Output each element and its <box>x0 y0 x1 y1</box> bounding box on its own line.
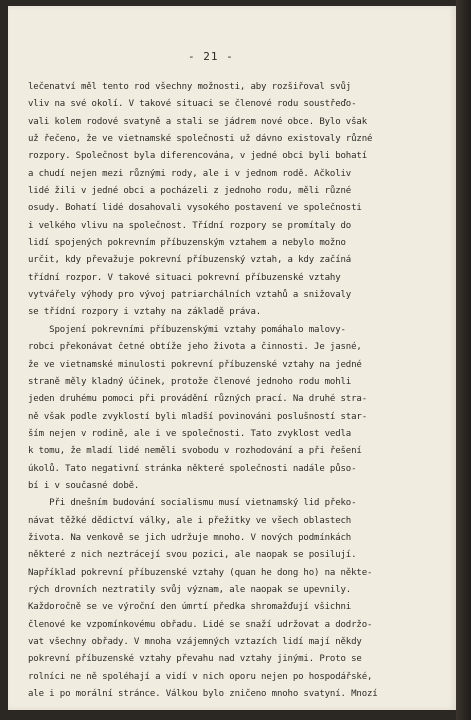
text-line: rých drovních neztratily svůj význam, ale naopak se upevnily. <box>28 584 352 595</box>
text-line: že ve vietnamské minulosti pokrevní příbuzenské vztahy na jedné <box>28 359 362 370</box>
text-line: i velkého vlivu na společnost. Třídní rozpory se promítaly do <box>28 220 352 231</box>
text-line: členové ke vzpomínkovému obřadu. Lidé se snaží udržovat a dodržo- <box>28 619 373 630</box>
text-line: a chudí nejen mezi různými rody, ale i v jednom rodě. Ačkoliv <box>28 168 352 179</box>
text-line: robci překonávat četné obtíže jeho života a činnosti. Je jasné, <box>28 342 362 353</box>
text-line: úkolů. Tato negativní stránka některé společnosti nadále půso- <box>28 463 357 474</box>
text-line: ale i po morální stránce. Válkou bylo zničeno mnoho svatyní. Mnozí <box>28 689 378 700</box>
text-line: vliv na své okolí. V takové situaci se členové rodu soustřeďo- <box>28 99 357 110</box>
text-line: rozpory. Společnost byla diferencována, v jedné obci byli bohatí <box>28 151 367 162</box>
text-line: ším nejen v rodině, ale i ve společnosti. Tato zvyklost vedla <box>28 428 352 439</box>
text-line: lidé žili v jedné obci a pocházeli z jednoho rodu, měli různé <box>28 186 352 197</box>
text-line: rolníci ne ně spoléhají a vidí v nich oporu nejen po hospodářské, <box>28 671 373 682</box>
text-line: Spojení pokrevními příbuzenskými vztahy pomáhalo malovy- <box>28 324 346 335</box>
text-line: straně měly kladný účinek, protože členové jednoho rodu mohli <box>28 376 352 387</box>
text-line: bí i v současné době. <box>28 480 140 491</box>
paragraph <box>28 495 432 703</box>
text-line: některé z nich neztrácejí svou pozici, ale naopak se posilují. <box>28 550 357 561</box>
text-line: třídní rozpor. V takové situaci pokrevní příbuzenské vztahy <box>28 272 341 283</box>
text-line: lečenatví měl tento rod všechny možnosti, aby rozšiřoval svůj <box>28 82 352 92</box>
text-line: už řečeno, že ve vietnamské společnosti už dávno existovaly různé <box>28 134 373 145</box>
text-line: jeden druhému pomoci při provádění různých prací. Na druhé stra- <box>28 394 367 405</box>
text-line: vytvářely výhody pro vývoj patriarchálních vztahů a snižovaly <box>28 290 352 301</box>
text-line: osudy. Bohatí lidé dosahovali vysokého postavení ve společnosti <box>28 203 362 214</box>
document-page <box>8 6 456 710</box>
text-line: návat těžké dědictví války, ale i přežitky ve všech oblastech <box>28 515 352 526</box>
text-line: lidí spojených pokrevním příbuzenským vztahem a nebylo možno <box>28 238 346 249</box>
text-line: vali kolem rodové svatyně a stali se jádrem nové obce. Bylo však <box>28 116 367 127</box>
paragraph <box>28 322 432 495</box>
text-line: se třídní rozpory i vztahy na základě práva. <box>28 307 262 318</box>
text-line: určit, kdy převažuje pokrevní příbuzenský vztah, a kdy začíná <box>28 255 352 266</box>
text-line: Každoročně se ve výroční den úmrtí předka shromažďují všichni <box>28 602 352 613</box>
text-line: Při dnešním budování socialismu musí vietnamský lid překo- <box>28 498 357 509</box>
page-number: - 21 - <box>188 50 234 63</box>
text-line: života. Na venkově se jich udržuje mnoho. V nových podmínkách <box>28 532 352 543</box>
body-text <box>28 79 432 703</box>
text-line: pokrevní příbuzenské vztahy převahu nad vztahy jinými. Proto se <box>28 654 362 665</box>
text-line: vat všechny obřady. V mnoha vzájemných vztazích lidí mají někdy <box>28 637 362 647</box>
text-line: ně však podle zvyklostí byli mladší povinováni poslušností star- <box>28 411 367 422</box>
text-line: Například pokrevní příbuzenské vztahy (quan he dong ho) na někte- <box>28 567 373 578</box>
paragraph <box>28 79 432 322</box>
page-edge-shadow <box>456 0 471 720</box>
text-line: k tomu, že mladí lidé neměli svobodu v rozhodování a při řešení <box>28 446 362 457</box>
